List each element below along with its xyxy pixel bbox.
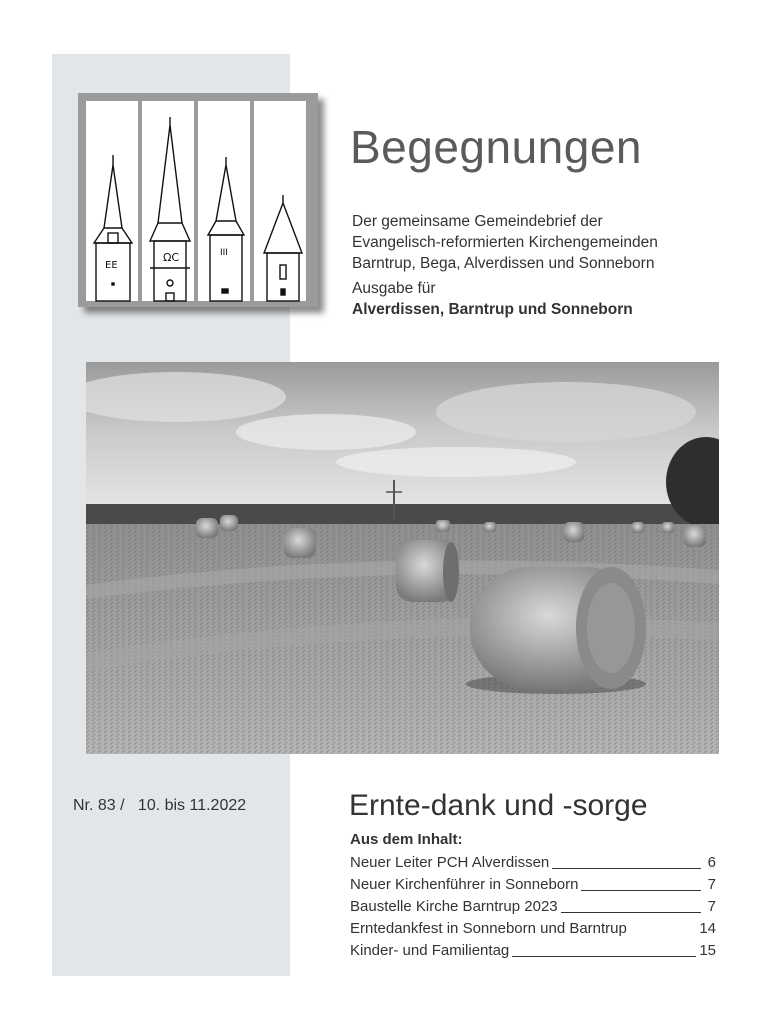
church-towers-icon bbox=[78, 93, 318, 307]
table-of-contents bbox=[350, 852, 716, 962]
church-logo bbox=[78, 93, 318, 307]
toc-leader bbox=[552, 852, 701, 869]
subtitle-line: Barntrup, Bega, Alverdissen und Sonneborn bbox=[352, 255, 655, 272]
toc-item-page: 6 bbox=[707, 854, 716, 871]
toc-item bbox=[350, 896, 716, 918]
toc-heading: Aus dem Inhalt: bbox=[350, 831, 463, 848]
toc-leader bbox=[630, 918, 696, 935]
cover-headline: Ernte-dank und -sorge bbox=[349, 789, 648, 822]
issue-number-date: Nr. 83 / 10. bis 11.2022 bbox=[73, 797, 247, 814]
edition-parishes: Alverdissen, Barntrup und Sonneborn bbox=[352, 301, 633, 318]
toc-item bbox=[350, 874, 716, 896]
newsletter-title: Begegnungen bbox=[350, 121, 643, 173]
subtitle-line: Evangelisch-reformierten Kirchengemeinden bbox=[352, 234, 658, 251]
toc-item-title: Kinder- und Familientag bbox=[350, 942, 510, 959]
toc-item-title: Neuer Kirchenführer in Sonneborn bbox=[350, 876, 579, 893]
toc-item bbox=[350, 940, 716, 962]
svg-text:ΩC: ΩC bbox=[163, 251, 180, 264]
toc-item bbox=[350, 852, 716, 874]
toc-item-page: 14 bbox=[699, 920, 716, 937]
edition-label: Ausgabe für bbox=[352, 280, 436, 297]
hay-bales-photo bbox=[86, 362, 719, 754]
subtitle-line: Der gemeinsame Gemeindebrief der bbox=[352, 213, 603, 230]
toc-item-title: Baustelle Kirche Barntrup 2023 bbox=[350, 898, 558, 915]
toc-item-page: 7 bbox=[707, 898, 716, 915]
svg-text:III: III bbox=[220, 248, 228, 258]
toc-item bbox=[350, 918, 716, 940]
newsletter-subtitle bbox=[352, 211, 732, 274]
toc-leader bbox=[581, 874, 701, 891]
toc-item-page: 15 bbox=[699, 942, 716, 959]
toc-item-title: Neuer Leiter PCH Alverdissen bbox=[350, 854, 550, 871]
toc-item-page: 7 bbox=[707, 876, 716, 893]
hay-bales-field-photo bbox=[86, 362, 719, 754]
toc-leader bbox=[561, 896, 701, 913]
svg-text:EE: EE bbox=[105, 260, 118, 271]
toc-item-title: Erntedankfest in Sonneborn und Barntrup bbox=[350, 920, 627, 937]
toc-leader bbox=[512, 940, 696, 957]
